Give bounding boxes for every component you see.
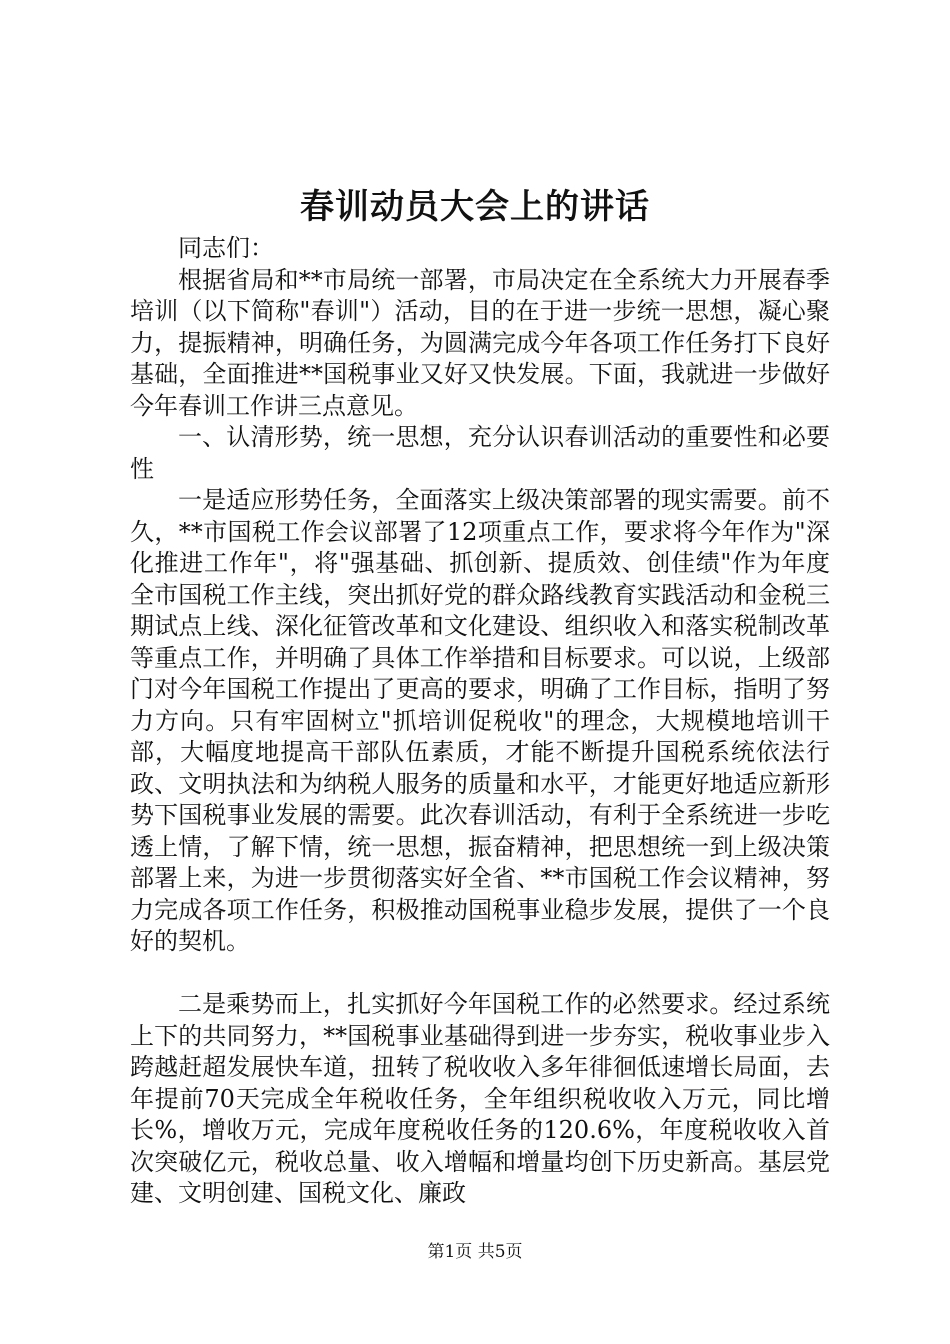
document-body	[130, 233, 830, 1210]
section-heading: 一、认清形势，统一思想，充分认识春训活动的重要性和必要性	[130, 423, 830, 483]
paragraph-point-one: 一是适应形势任务，全面落实上级决策部署的现实需要。前不久，**市国税工作会议部署了12项重点工作，要求将今年作为"深化推进工作年"，将"强基础、抓创新、提质效、创佳绩"作为年度全市国税工作主线，突出抓好党的群众路线教育实践活动和金税三期试点上线、深化征管改革和文化建设、组织收入和落实税制改革等重点工作，并明确了具体工作举措和目标要求。可以说，上级部门对今年国税工作提出了更高的要求，明确了工作目标，指明了努力方向。只有牢固树立"抓培训促税收"的理念，大规模地培训干部，大幅度地提高干部队伍素质，才能不断提升国税系统依法行政、文明执法和为纳税人服务的质量和水平，才能更好地适应新形势下国税事业发展的需要。此次春训活动，有利于全系统进一步吃透上情，了解下情，统一思想，振奋精神，把思想统一到上级决策部署上来，为进一步贯彻落实好全省、**市国税工作会议精神，努力完成各项工作任务，积极推动国税事业稳步发展，提供了一个良好的契机。	[130, 486, 830, 955]
document-title: 春训动员大会上的讲话	[300, 187, 650, 227]
salutation: 同志们：	[178, 234, 274, 262]
paragraph-point-two: 二是乘势而上，扎实抓好今年国税工作的必然要求。经过系统上下的共同努力，**国税事业基础得到进一步夯实，税收事业步入跨越赶超发展快车道，扭转了税收收入多年徘徊低速增长局面，去年提前70天完成全年税收任务，全年组织税收收入万元，同比增长%，增收万元，完成年度税收任务的120.6%，年度税收收入首次突破亿元，税收总量、收入增幅和增量均创下历史新高。基层党建、文明创建、国税文化、廉政	[130, 990, 830, 1207]
page-footer: 第1页 共5页	[427, 1242, 523, 1262]
paragraph-intro: 根据省局和**市局统一部署，市局决定在全系统大力开展春季培训（以下简称"春训"）活动，目的在于进一步统一思想，凝心聚力，提振精神，明确任务，为圆满完成今年各项工作任务打下良好基础，全面推进**国税事业又好又快发展。下面，我就进一步做好今年春训工作讲三点意见。	[130, 265, 830, 420]
